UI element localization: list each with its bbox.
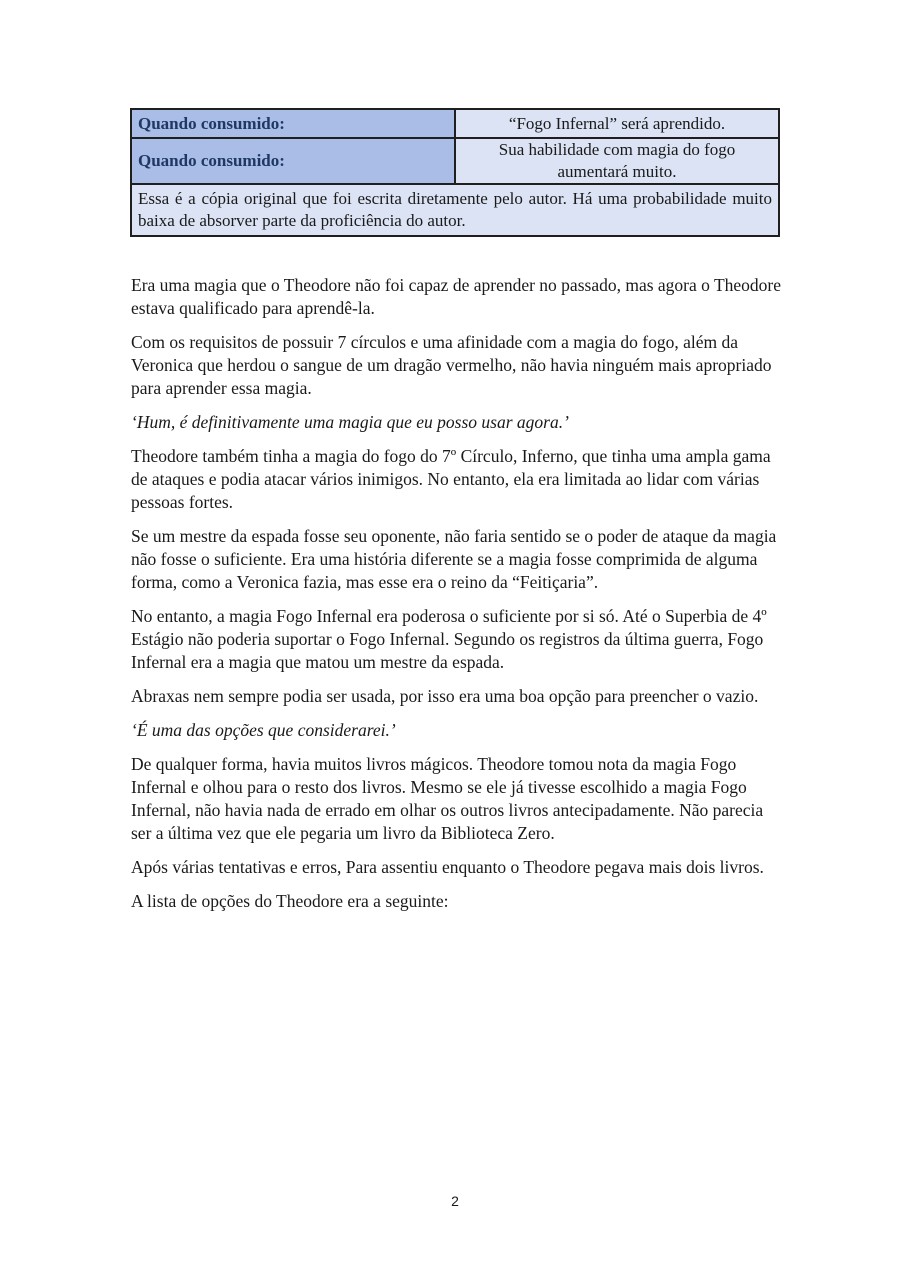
table-value-line: Sua habilidade com magia do fogo [498, 140, 736, 159]
table-description-cell: Essa é a cópia original que foi escrita diretamente pelo autor. Há uma probabilidade muito baixa de absorver parte da proficiência do autor. [131, 184, 779, 236]
paragraph: Era uma magia que o Theodore não foi capaz de aprender no passado, mas agora o Theodore estava qualificado para aprendê-la. [131, 275, 781, 318]
paragraph: Theodore também tinha a magia do fogo do 7º Círculo, Inferno, que tinha uma ampla gama de ataques e podia atacar vários inimigos. No entanto, ela era limitada ao lidar com várias pessoas fortes. [131, 446, 771, 512]
table-value-cell: “Fogo Infernal” será aprendido. [455, 109, 779, 138]
table-value-cell [455, 138, 779, 184]
paragraph: No entanto, a magia Fogo Infernal era poderosa o suficiente por si só. Até o Superbia de 4º Estágio não poderia suportar o Fogo Infernal. Segundo os registros da última guerra, Fogo Infernal era a magia que matou um mestre da espada. [131, 606, 767, 672]
table-row [131, 138, 779, 184]
table-value-line: aumentará muito. [557, 162, 677, 181]
paragraph: De qualquer forma, havia muitos livros mágicos. Theodore tomou nota da magia Fogo Infernal e olhou para o resto dos livros. Mesmo se ele já tivesse escolhido a magia Fogo Infernal, não havia nada de errado em olhar os outros livros antecipadamente. Não parecia ser a última vez que ele pegaria um livro da Biblioteca Zero. [131, 754, 764, 843]
table-row [131, 184, 779, 236]
paragraph: Abraxas nem sempre podia ser usada, por isso era uma boa opção para preencher o vazio. [131, 686, 759, 706]
page-number: 2 [451, 1193, 459, 1209]
thought-paragraph: ‘É uma das opções que considerarei.’ [131, 720, 396, 740]
thought-paragraph: ‘Hum, é definitivamente uma magia que eu posso usar agora.’ [131, 412, 569, 432]
paragraph: Após várias tentativas e erros, Para assentiu enquanto o Theodore pegava mais dois livros. [131, 857, 764, 877]
paragraph: Se um mestre da espada fosse seu oponente, não faria sentido se o poder de ataque da magia não fosse o suficiente. Era uma história diferente se a magia fosse comprimida de alguma forma, como a Veronica fazia, mas esse era o reino da “Feitiçaria”. [131, 526, 777, 592]
paragraph: Com os requisitos de possuir 7 círculos e uma afinidade com a magia do fogo, além da Veronica que herdou o sangue de um dragão vermelho, não havia ninguém mais apropriado para aprender essa magia. [131, 332, 772, 398]
body-text [131, 274, 781, 924]
table-label-cell: Quando consumido: [131, 138, 455, 184]
table-row [131, 109, 779, 138]
item-info-table [130, 108, 780, 237]
table-label-cell: Quando consumido: [131, 109, 455, 138]
paragraph: A lista de opções do Theodore era a seguinte: [131, 891, 449, 911]
